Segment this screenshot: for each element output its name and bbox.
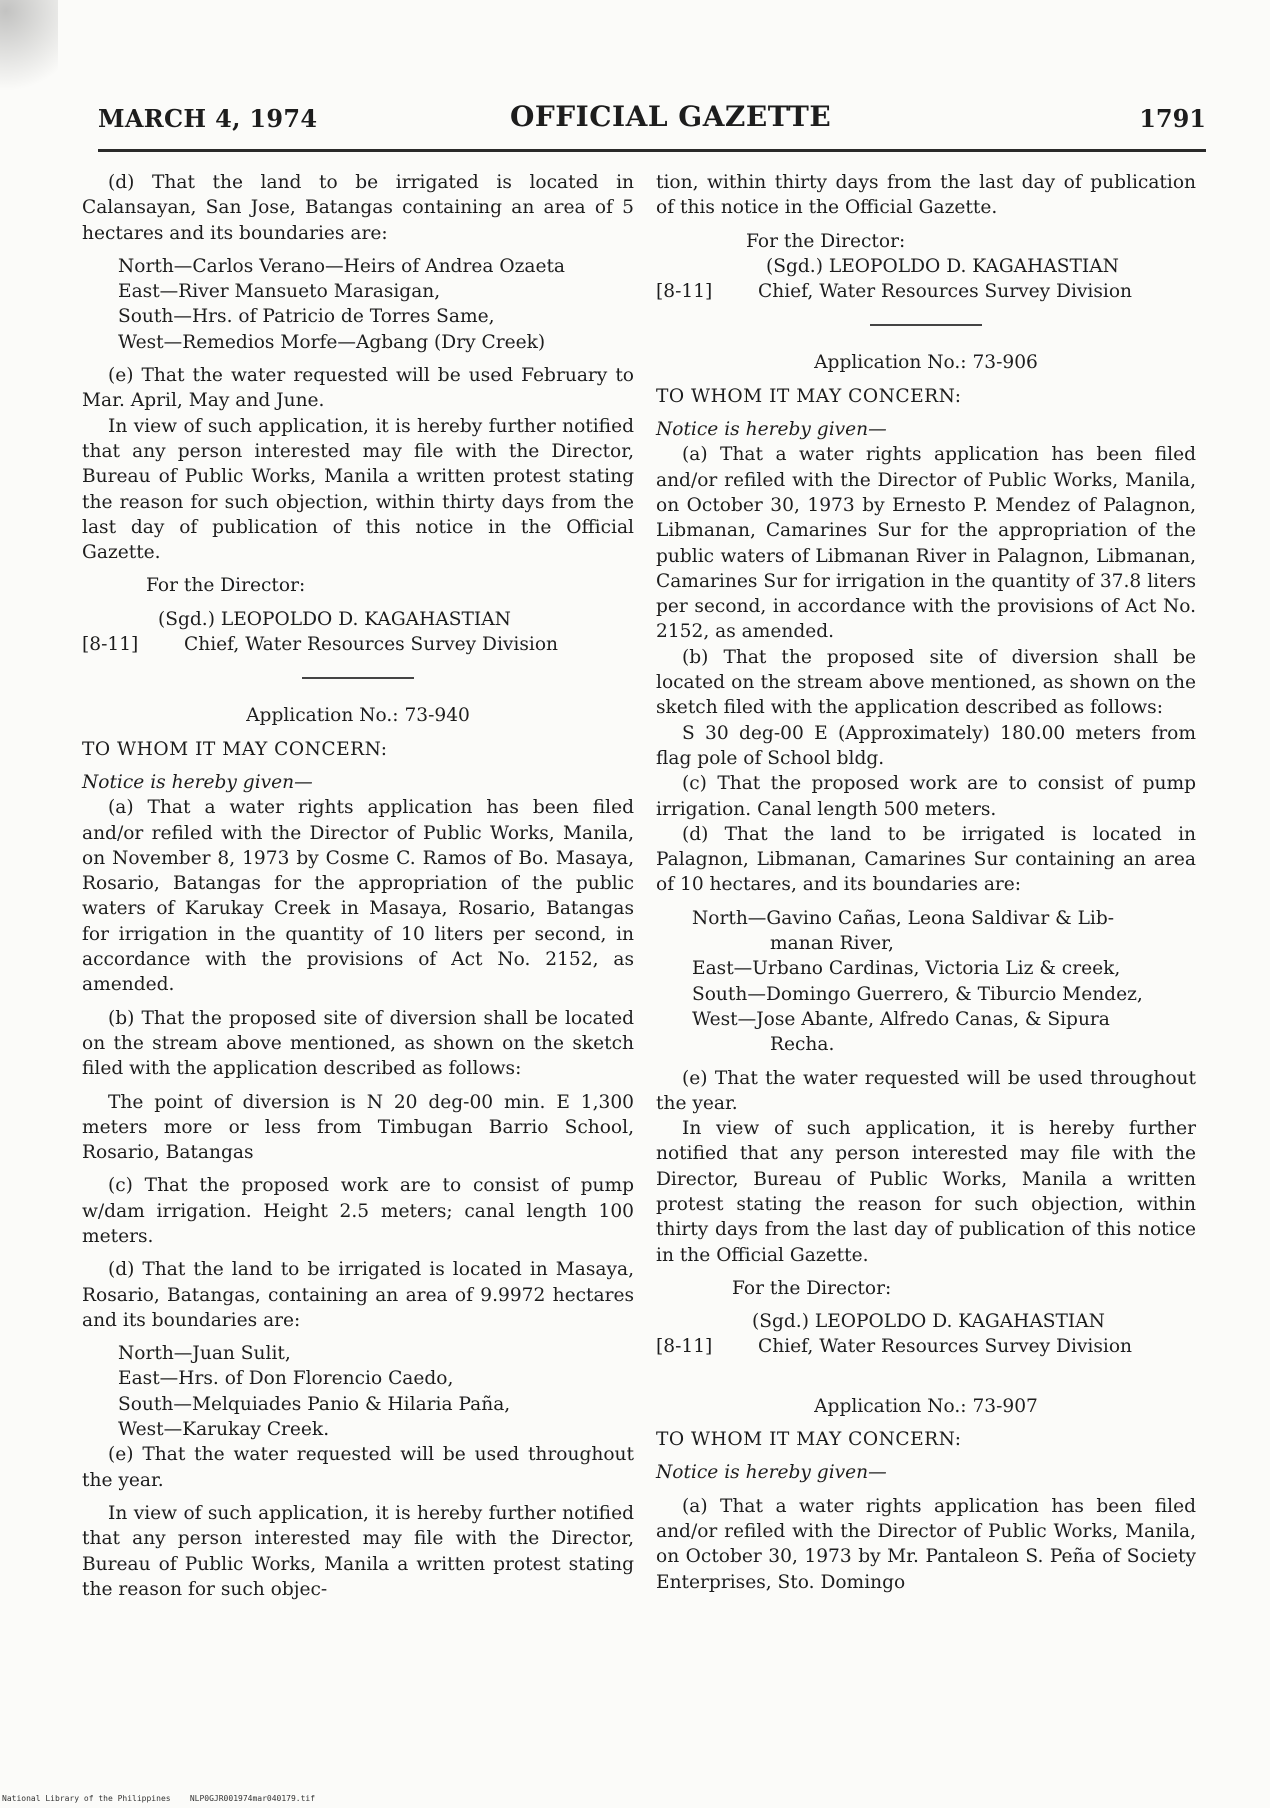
notice-line: Notice is hereby given—	[656, 419, 887, 441]
section-divider	[870, 324, 982, 326]
boundary-west: West—Karukay Creek.	[118, 1419, 330, 1441]
boundary-east: East—River Mansueto Marasigan,	[118, 281, 441, 303]
signature-block	[656, 279, 1196, 304]
boundary-list	[692, 906, 1196, 1058]
reference-code: [8-11]	[656, 281, 713, 303]
paragraph-c: (c) That the proposed work are to consist of pump irrigation. Canal length 500 meters.	[656, 773, 1196, 820]
boundary-north-cont: manan River,	[770, 933, 894, 955]
paragraph-d2: (d) That the land to be irrigated is located in Masaya, Rosario, Batangas, containing an area of 9.9972 hectares and its boundaries are:	[82, 1259, 634, 1331]
publication-title: OFFICIAL GAZETTE	[510, 100, 832, 133]
reference-code: [8-11]	[82, 634, 139, 656]
paragraph-b: (b) That the proposed site of diversion shall be located on the stream above mentioned, as shown on the sketch filed with the application described as follows:	[656, 646, 1196, 719]
protest-paragraph-2: In view of such application, it is hereby further notified that any person interested may file with the Director, Bureau of Public Works, Manila a written protest stating the reason for such objec-	[82, 1502, 634, 1600]
scan-artifact	[0, 0, 58, 112]
boundary-south: South—Hrs. of Patricio de Torres Same,	[118, 306, 495, 328]
boundary-west-cont: Recha.	[770, 1034, 835, 1056]
boundary-west: West—Jose Abante, Alfredo Canas, & Sipura	[692, 1008, 1110, 1030]
paragraph-d: (d) That the land to be irrigated is located in Palagnon, Libmanan, Camarines Sur containing an area of 10 hectares, and its boundaries are:	[656, 823, 1196, 896]
paragraph-d: (d) That the land to be irrigated is located in Calansayan, San Jose, Batangas containing an area of 5 hectares and its boundaries are:	[82, 172, 634, 244]
paragraph-e2: (e) That the water requested will be used throughout the year.	[82, 1444, 634, 1491]
spacer	[656, 1360, 1196, 1394]
signatory-title: Chief, Water Resources Survey Division	[758, 281, 1133, 303]
paragraph-e: (e) That the water requested will be used throughout the year.	[656, 1067, 1196, 1114]
header-rule	[98, 149, 1206, 152]
boundary-list	[118, 254, 634, 355]
diversion-point: S 30 deg-00 E (Approximately) 180.00 meters from flag pole of School bldg.	[656, 722, 1196, 769]
right-column	[656, 170, 1196, 1595]
boundary-north: North—Juan Sulit,	[118, 1343, 291, 1365]
paragraph-e: (e) That the water requested will be used February to Mar. April, May and June.	[82, 365, 634, 412]
boundary-west: West—Remedios Morfe—Agbang (Dry Creek)	[118, 331, 546, 353]
boundary-north: North—Carlos Verano—Heirs of Andrea Ozaeta	[118, 255, 566, 277]
signature-line: (Sgd.) LEOPOLDO D. KAGAHASTIAN	[752, 1311, 1105, 1333]
diversion-point: The point of diversion is N 20 deg-00 min. E 1,300 meters more or less from Timbugan Barrio School, Rosario, Batangas	[82, 1091, 634, 1164]
paragraph-b: (b) That the proposed site of diversion shall be located on the stream above mentioned, as shown on the sketch filed with the application described as follows:	[82, 1007, 634, 1080]
salutation: TO WHOM IT MAY CONCERN:	[656, 1429, 962, 1451]
for-director: For the Director:	[146, 575, 306, 597]
application-heading: Application No.: 73-906	[814, 352, 1038, 374]
signature-line: (Sgd.) LEOPOLDO D. KAGAHASTIAN	[158, 608, 511, 630]
for-director: For the Director:	[732, 1277, 892, 1299]
notice-line: Notice is hereby given—	[656, 1462, 887, 1484]
boundary-east: East—Urbano Cardinas, Victoria Liz & creek,	[692, 958, 1121, 980]
paragraph-c: (c) That the proposed work are to consist of pump w/dam irrigation. Height 2.5 meters; canal length 100 meters.	[82, 1175, 634, 1247]
protest-paragraph: In view of such application, it is hereby further notified that any person interested may file with the Director, Bureau of Public Works, Manila a written protest stating the reason for such objection, within thirty days from the last day of publication of this notice in the Official Gazette.	[656, 1118, 1196, 1266]
boundary-south: South—Domingo Guerrero, & Tiburcio Mendez,	[692, 983, 1143, 1005]
section-divider	[302, 677, 414, 679]
signature-block	[656, 1334, 1196, 1359]
boundary-east: East—Hrs. of Don Florencio Caedo,	[118, 1368, 454, 1390]
signature-block	[82, 632, 634, 657]
for-director: For the Director:	[746, 230, 906, 252]
notice-line: Notice is hereby given—	[82, 771, 313, 793]
salutation: TO WHOM IT MAY CONCERN:	[656, 385, 962, 407]
paragraph-a: (a) That a water rights application has been filed and/or refiled with the Director of Public Works, Manila, on October 30, 1973 by Mr. Pantaleon S. Peña of Society Enterprises, Sto. Domingo	[656, 1495, 1196, 1593]
signature-line: (Sgd.) LEOPOLDO D. KAGAHASTIAN	[766, 255, 1119, 277]
boundary-list-2	[118, 1341, 634, 1442]
boundary-south: South—Melquiades Panio & Hilaria Paña,	[118, 1393, 511, 1415]
issue-date: MARCH 4, 1974	[98, 104, 318, 133]
page-header	[98, 100, 1206, 144]
page-number: 1791	[1139, 104, 1206, 133]
paragraph-a: (a) That a water rights application has been filed and/or refiled with the Director of Public Works, Manila, on October 30, 1973 by Ernesto P. Mendez of Palagnon, Libmanan, Camarines Sur for the appropriation of the public waters of Libmanan River in Palagnon, Libmanan, Camarines Sur for irrigation in the quantity of 37.8 liters per second, in accordance with the provisions of Act No. 2152, as amended.	[656, 444, 1196, 643]
signatory-title: Chief, Water Resources Survey Division	[758, 1336, 1133, 1358]
paragraph-a: (a) That a water rights application has been filed and/or refiled with the Director of Public Works, Manila, on November 8, 1973 by Cosme C. Ramos of Bo. Masaya, Rosario, Batangas for the appropriation of the public waters of Karukay Creek in Masaya, Rosario, Batangas for irrigation in the quantity of 10 liters per second, in accordance with the provisions of Act No. 2152, as amended.	[82, 797, 634, 996]
scan-footer: National Library of the Philippines NLP0GJR001974mar040179.tif	[2, 1794, 316, 1803]
application-heading: Application No.: 73-940	[246, 705, 470, 727]
boundary-north: North—Gavino Cañas, Leona Saldivar & Lib-	[692, 907, 1115, 929]
application-heading: Application No.: 73-907	[814, 1395, 1038, 1417]
signatory-title: Chief, Water Resources Survey Division	[184, 634, 559, 656]
protest-paragraph: In view of such application, it is hereby further notified that any person interested may file with the Director, Bureau of Public Works, Manila a written protest stating the reason for such objection, within thirty days from the last day of publication of this notice in the Official Gazette.	[82, 415, 634, 564]
left-column	[82, 170, 634, 1602]
continued-text: tion, within thirty days from the last day of publication of this notice in the Official Gazette.	[656, 172, 1196, 219]
reference-code: [8-11]	[656, 1336, 713, 1358]
salutation: TO WHOM IT MAY CONCERN:	[82, 738, 388, 760]
